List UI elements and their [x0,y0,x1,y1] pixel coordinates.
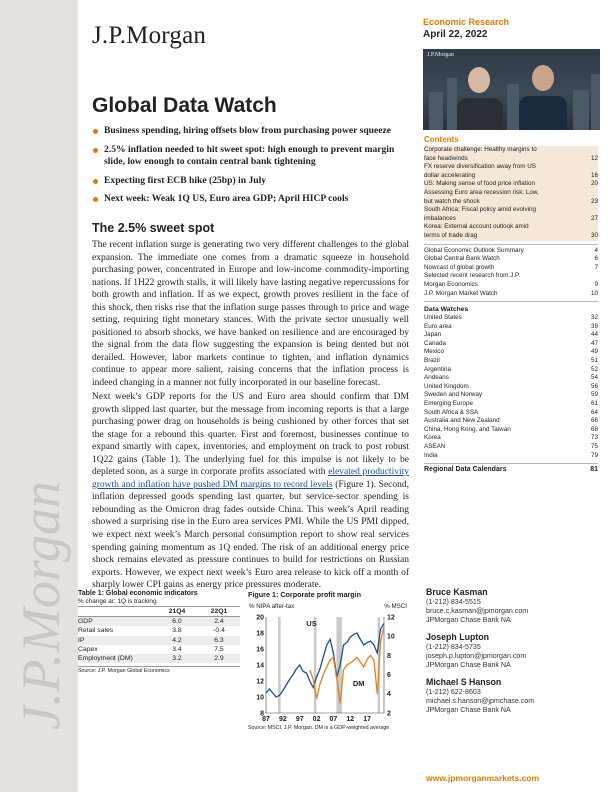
toc-item[interactable]: Euro area 39 [424,322,598,330]
toc-item[interactable]: Argentina 52 [424,365,598,373]
toc-item[interactable]: Nowcast of global growth 7 [424,263,598,271]
footer-url-link[interactable]: www.jpmorganmarkets.com [426,773,540,783]
section-heading: The 2.5% sweet spot [92,221,215,235]
toc-item[interactable]: terms of trade drag 30 [424,231,598,239]
data-watches-list [424,314,598,460]
toc-item[interactable]: Global Central Bank Watch 6 [424,255,598,263]
data-watches-heading: Data Watches [424,306,469,314]
toc-item[interactable]: Global Economic Outlook Summary 4 [424,246,598,254]
toc-item[interactable]: imbalances 27 [424,214,598,222]
y-tick-right: 10 [387,633,395,641]
x-tick: 97 [295,716,304,723]
y-tick-left: 8 [260,710,264,718]
toc-item[interactable]: India 79 [424,451,598,459]
contact-org: JPMorgan Chase Bank NA [426,616,511,624]
key-point: 2.5% inflation needed to hit sweet spot: high enough to prevent margin slide, low enough to contain central bank tightening [92,144,412,169]
y-tick-left: 12 [256,678,264,686]
contact-name: Michael S Hanson [426,677,502,687]
key-points [92,125,412,212]
photo-logo: J.P.Morgan [427,52,454,58]
toc-item[interactable]: Andeans 54 [424,374,598,382]
toc-item[interactable]: Brazil 51 [424,357,598,365]
toc-item[interactable]: Assessing Euro area recession risk: Low, [424,188,539,196]
y-tick-right: 4 [387,691,391,699]
table-subtitle: % change ar; 1Q is tracking [78,598,240,607]
person-left [457,49,503,130]
bullet-dot [93,197,98,202]
table-global-indicators [78,590,240,674]
toc-item[interactable]: Emerging Europe 61 [424,400,598,408]
y-tick-right: 8 [387,652,391,660]
table-title: Table 1: Global economic indicators [78,590,198,597]
contact-email[interactable]: joseph.p.lupton@jpmorgan.com [426,652,527,660]
analyst-contacts [426,587,602,722]
x-tick: 02 [312,716,321,723]
bullet-dot [93,148,98,153]
table-source: Source: J.P. Morgan Global Economics [78,666,240,674]
contact-phone: (1-212) 622-8603 [426,688,481,696]
x-tick: 17 [363,716,372,723]
contact-card [426,587,602,625]
contact-name: Bruce Kasman [426,587,488,597]
figure-profit-margin [248,590,408,731]
toc-item[interactable]: United States 32 [424,314,598,322]
x-tick: 12 [346,716,355,723]
toc-item[interactable]: China, Hong Kong, and Taiwan 68 [424,425,598,433]
sidebar-watermark [6,470,72,760]
figure-source: Source: MSCI, J.P. Morgan. DM is a GDP-weighted average [248,725,390,731]
table-header: 21Q4 22Q1 [78,607,240,617]
analysts-photo [423,49,600,130]
report-label: Economic Research [423,17,510,27]
body-paragraph-1: The recent inflation surge is generating two very different challenges to the global expansion. The immediate one comes from a dramatic squeeze in household purchasing power, concentrated in Europe and low-income commodity-importing nations. If 1H22 growth stalls, it will likely have lasting negative repercussions for both growth and inflation. If as we expect, growth proves resilient in the face of this shock, then risks rise that the inflation surge passes through to price and wage setting, requiring tight monetary stances. With the private sector unusually well positioned to absorb shocks, we have banked on resilience and are encouraged by the signal from the data flow suggesting the expansion is being dented but not derailed. However, labor markets continue to tighten, and inflation dynamics continue to appear more salient, raising concerns that the inflation process is indeed changing in a manner not fully incorporated in our baseline forecast. [92,240,409,389]
contact-name: Joseph Lupton [426,632,490,642]
toc-item[interactable]: but watch the shock 23 [424,197,598,205]
body-paragraph-2: Next week’s GDP reports for the US and Euro area should confirm that DM growth slipped last quarter, but the message from incoming reports is that a large purchasing power drag on households is being cushioned by other forces that set the stage for a rebound this quarter. First and foremost, businesses continue to expand smartly with capex, inventories, and employment on track to post robust 1Q22 gains (Table 1). The underlying fuel for this impulse is not likely to be depleted soon, as a surge in corporate profits associated with elevated productivity growth and inflation have pushed DM margins to record levels (Figure 1). Second, inflation depressed goods spending last quarter, but service-sector spending is rebounding as the Omicron drag fades outside China. This week’s April reading showed a surprising rise in the Euro area services PMI. While the US PMI dipped, we expect next week’s March personal consumption report to show real services spending gaining momentum as 1Q ended. The risk of an additional energy price shock remains elevated as pressure continues to build for restrictions on Russian exports. However, we expect next week’s Euro area release to kick off a month of sharply lower CPI gains as energy price pressures moderate. [92,392,409,591]
toc-item[interactable]: face headwinds 12 [424,154,598,162]
toc-item[interactable]: United Kingdom 56 [424,382,598,390]
x-tick: 07 [329,716,338,723]
annotation-dm: DM [352,679,365,688]
toc-item[interactable]: FX reserve diversification away from US [424,163,536,171]
table-row: IP 4.2 6.3 [78,636,240,645]
y-axis-right-label: % MSCI [384,603,407,610]
toc-item[interactable]: dollar accelerating 16 [424,171,598,179]
toc-item[interactable]: J.P. Morgan Market Watch 10 [424,289,598,297]
toc-item[interactable]: Canada 47 [424,339,598,347]
toc-item[interactable]: Sweden and Norway 59 [424,391,598,399]
y-axis-left-label: % NIPA after-tax [249,603,295,610]
contact-card [426,677,602,715]
contact-email[interactable]: bruce.c.kasman@jpmorgan.com [426,607,529,615]
featured-articles [424,146,598,241]
bullet-dot [93,179,98,184]
watermark-text: J.P.Morgan [11,481,71,730]
person-right [519,49,567,130]
toc-item[interactable]: ASEAN 75 [424,443,598,450]
y-tick-left: 14 [256,662,264,670]
key-point: Next week: Weak 1Q US, Euro area GDP; April HICP cools [92,193,412,206]
y-tick-left: 20 [256,614,264,622]
jpmorgan-logo: J.P.Morgan [92,22,207,49]
contact-email[interactable]: michael.s.hanson@jpmchase.com [426,697,535,705]
table-row: GDP 6.0 2.4 [78,617,240,626]
y-tick-right: 12 [387,614,395,622]
x-tick: 92 [278,716,287,723]
profit-margin-chart [248,599,408,725]
report-date: April 22, 2022 [423,29,488,40]
x-tick: 87 [262,716,270,723]
toc-item[interactable]: Japan 44 [424,331,598,339]
toc-item[interactable]: Korea: External account outlook amid [424,223,529,231]
contact-phone: (1-212) 834-5515 [426,598,481,606]
annotation-us: US [306,619,317,628]
toc-item[interactable]: Corporate challenge: Healthy margins to [424,146,537,153]
y-tick-right: 6 [387,672,391,679]
y-tick-left: 10 [256,694,264,702]
key-point: Business spending, hiring offsets blow from purchasing power squeeze [92,125,412,138]
margins-research-link[interactable]: elevated productivity growth and inflation have pushed DM margins to record levels [92,467,409,490]
page-title: Global Data Watch [92,94,277,117]
regular-sections [424,247,598,299]
figure-title: Figure 1: Corporate profit margin [248,590,362,599]
toc-item[interactable]: Morgan Economics 9 [424,280,598,288]
contact-org: JPMorgan Chase Bank NA [426,661,511,669]
y-tick-left: 18 [256,630,264,638]
contents-panel [424,135,598,475]
contact-card [426,632,602,670]
toc-item[interactable]: Korea 73 [424,434,598,442]
contact-org: JPMorgan Chase Bank NA [426,706,511,714]
toc-item[interactable]: Australia and New Zealand 66 [424,417,598,425]
bullet-dot [93,129,98,134]
toc-item-calendars[interactable]: Regional Data Calendars 81 [424,466,598,474]
toc-item[interactable]: Selected recent research from J.P. [424,272,521,280]
table-row: Employment (DM) 3.2 2.9 [78,654,240,663]
y-tick-right: 2 [387,710,391,718]
contents-heading: Contents [424,135,459,144]
left-sidebar [0,0,78,792]
key-point: Expecting first ECB hike (25bp) in July [92,175,412,188]
toc-item[interactable]: US: Making sense of food price inflation 20 [424,180,598,188]
toc-item[interactable]: South Africa & SSA 64 [424,408,598,416]
table-row: Capex 3.4 7.5 [78,645,224,653]
toc-item[interactable]: Mexico 49 [424,348,598,356]
toc-item[interactable]: South Africa: Fiscal policy amid evolving [424,206,536,214]
y-tick-left: 16 [256,646,264,654]
recession-band [278,617,281,713]
contact-phone: (1-212) 834-5735 [426,643,481,651]
table-row: Retail sales 3.8 -0.4 [78,627,225,635]
